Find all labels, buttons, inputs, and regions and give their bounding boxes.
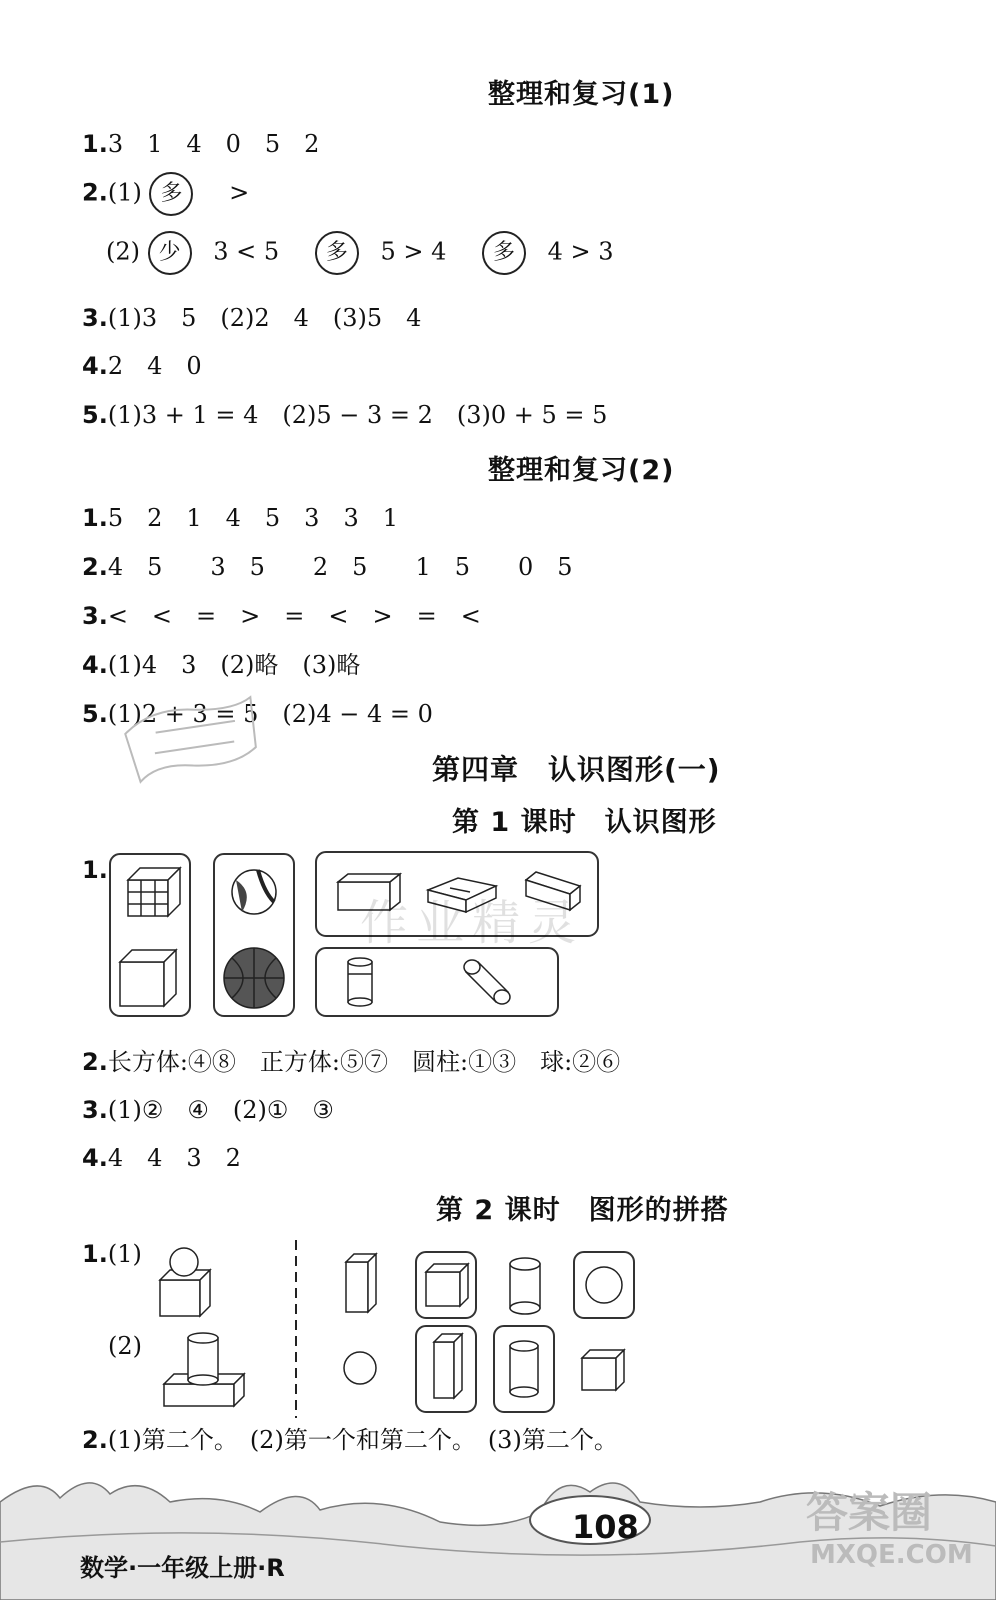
cylinder-icon — [510, 1341, 538, 1397]
q-number: 2. — [82, 178, 108, 207]
q-number: 1. — [82, 130, 108, 158]
review1-title: 整理和复习(1) — [488, 79, 675, 110]
watermark-text: 作业精灵 — [360, 895, 585, 951]
tall-cuboid-icon — [346, 1254, 376, 1312]
brand-watermark: 答案圈 — [806, 1488, 933, 1537]
q-number: 3. — [82, 602, 108, 630]
sub-label: (1) — [107, 1240, 142, 1268]
compare-sign: > — [229, 178, 250, 207]
q-answer: 3 1 4 0 5 2 — [107, 130, 320, 158]
q-answer: < < = > = < > = < — [107, 602, 481, 630]
compare-expression: 3 < 5 — [213, 237, 280, 266]
q-number: 4. — [82, 1144, 108, 1172]
q-answer: (1)3 + 1 = 4 (2)5 − 3 = 2 (3)0 + 5 = 5 — [107, 401, 608, 429]
q-number: 5. — [82, 401, 108, 429]
q-answer: (1)3 5 (2)2 4 (3)5 4 — [107, 304, 422, 332]
cylinder-icon — [510, 1258, 540, 1314]
review1-q1 — [82, 124, 319, 159]
ball-icon — [586, 1267, 622, 1303]
lesson2-q1 — [82, 1240, 142, 1268]
basketball-icon — [224, 948, 284, 1008]
q-number: 2. — [82, 1426, 108, 1454]
q-answer: 2 4 0 — [107, 352, 202, 380]
sub-label: (2) — [106, 237, 140, 266]
q-number: 4. — [82, 352, 108, 380]
q-number: 1. — [82, 1240, 108, 1268]
tall-cuboid-icon — [434, 1334, 462, 1398]
ball-on-cube-icon — [160, 1248, 210, 1316]
review1-q2-line1 — [82, 172, 249, 216]
lesson1-q4 — [82, 1138, 241, 1173]
q-answer: 长方体:④⑧ 正方体:⑤⑦ 圆柱:①③ 球:②⑥ — [107, 1048, 621, 1076]
lesson1-title: 第 1 课时 认识图形 — [452, 807, 717, 838]
q-number: 4. — [82, 651, 108, 679]
stacking-figure — [150, 1238, 650, 1420]
q-answer: (1)② ④ (2)① ③ — [107, 1096, 334, 1124]
review1-q4 — [82, 346, 202, 381]
q-number: 2. — [82, 1048, 108, 1076]
review2-q2 — [82, 547, 573, 582]
site-watermark: MXQE.COM — [810, 1540, 973, 1570]
circled-answer: 少 — [148, 231, 192, 275]
compare-expression: 5 > 4 — [380, 237, 447, 266]
sub-label: (1) — [107, 178, 142, 207]
can-icon — [348, 958, 372, 1006]
lesson2-q2 — [82, 1420, 618, 1455]
book-name: 数学·一年级上册·R — [80, 1554, 285, 1582]
circled-answer: 多 — [149, 172, 193, 216]
cube-icon — [582, 1350, 624, 1390]
q-number: 1. — [82, 504, 108, 532]
circled-answer: 多 — [482, 231, 526, 275]
cylinder-on-slab-icon — [164, 1333, 244, 1406]
review2-q3 — [82, 596, 481, 631]
q-answer: (1)2 + 3 = 5 (2)4 − 4 = 0 — [107, 700, 433, 728]
compare-expression: 4 > 3 — [547, 237, 614, 266]
q-answer: (1)4 3 (2)略 (3)略 — [107, 651, 361, 679]
rubiks-cube-icon — [128, 868, 180, 916]
lesson1-q3 — [82, 1090, 334, 1125]
lesson2-title: 第 2 课时 图形的拼搭 — [436, 1195, 729, 1226]
stamp-watermark-icon — [118, 690, 268, 790]
q-number: 1. — [82, 856, 108, 884]
cube-icon — [426, 1264, 468, 1306]
chapter4-title: 第四章 认识图形(一) — [432, 753, 721, 786]
review1-q5 — [82, 395, 607, 430]
beach-ball-icon — [232, 870, 276, 914]
cylinder-icon — [464, 960, 510, 1004]
q-answer: (1)第二个。 (2)第一个和第二个。 (3)第二个。 — [107, 1426, 618, 1454]
q-number: 3. — [82, 304, 108, 332]
lesson1-q2 — [82, 1042, 620, 1077]
review2-q4 — [82, 645, 360, 680]
ball-icon — [344, 1352, 376, 1384]
lesson2-q1-sub2 — [108, 1332, 142, 1360]
q-number: 3. — [82, 1096, 108, 1124]
q-number: 2. — [82, 553, 108, 581]
circled-answer: 多 — [315, 231, 359, 275]
lesson1-q1-number — [82, 856, 108, 884]
page-number: 108 — [572, 1508, 639, 1546]
q-answer: 5 2 1 4 5 3 3 1 — [107, 504, 398, 532]
q-answer: 4 4 3 2 — [107, 1144, 241, 1172]
review2-title: 整理和复习(2) — [488, 455, 675, 486]
q-number: 5. — [82, 700, 108, 728]
review1-q2-line2 — [106, 231, 614, 275]
review2-q1 — [82, 498, 398, 533]
q-answer: 4 5 3 5 2 5 1 5 0 5 — [107, 553, 573, 581]
review1-q3 — [82, 298, 421, 333]
sub-label: (2) — [108, 1332, 142, 1360]
cube-icon — [120, 950, 176, 1006]
